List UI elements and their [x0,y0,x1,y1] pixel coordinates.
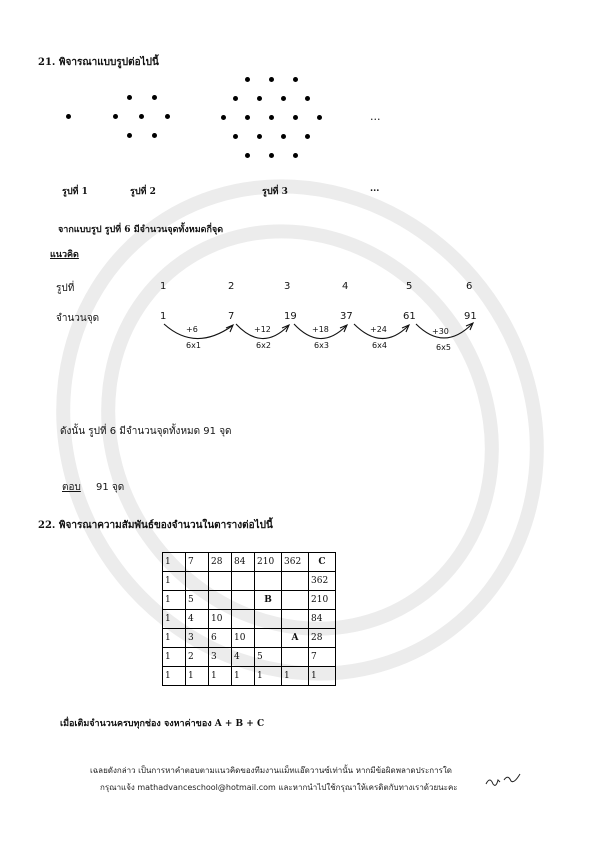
table-cell: 1 [163,553,186,572]
table-cell: A [282,629,309,648]
table-cell: 1 [255,667,282,686]
figure-number: 1 [160,281,167,292]
dot-count: 37 [340,311,353,322]
table-cell: 3 [209,648,232,667]
row-count-label: จำนวนจุด [56,313,100,324]
table-cell: 1 [163,648,186,667]
increment-arrows [150,318,490,358]
table-row [163,572,336,591]
table-cell: 6 [209,629,232,648]
footer-contact: กรุณาแจ้ง mathadvanceschool@hotmail.com และหากนำไปใช้กรุณาให้เครดิตกับทางเราด้วยนะคะ [100,783,458,792]
table-cell: C [309,553,336,572]
table-cell: 1 [163,610,186,629]
multiple-label: 6x4 [372,341,387,350]
table-cell [209,572,232,591]
figure-number: 4 [342,281,349,292]
table-cell: 1 [163,572,186,591]
figure-number: 2 [228,281,235,292]
table-cell: 28 [309,629,336,648]
table-cell: 1 [282,667,309,686]
table-cell: 10 [232,629,255,648]
table-cell: 4 [186,610,209,629]
table-cell [255,610,282,629]
figure-more-label: ... [370,184,380,194]
answer-label: ตอบ [62,482,81,493]
table-cell: 1 [163,591,186,610]
multiple-label: 6x2 [256,341,271,350]
increment-label: +24 [370,325,387,334]
multiple-label: 6x1 [186,341,201,350]
table-cell [282,572,309,591]
increment-label: +30 [432,327,449,336]
table-cell: 1 [209,667,232,686]
table-row [163,610,336,629]
table-cell: 84 [232,553,255,572]
q21-conclusion: ดังนั้น รูปที่ 6 มีจำนวนจุดทั้งหมด 91 จุด [60,426,232,437]
table-cell: 5 [186,591,209,610]
table-cell: 84 [309,610,336,629]
dot-count: 91 [464,311,477,322]
table-cell: 28 [209,553,232,572]
figure-ellipsis: ... [370,110,381,123]
signature [484,770,524,790]
figure-1-label: รูปที่ 1 [62,187,88,197]
table-cell [186,572,209,591]
table-cell: 1 [232,667,255,686]
table-cell [255,629,282,648]
table-row [163,648,336,667]
figure-number: 6 [466,281,473,292]
figure-number: 3 [284,281,291,292]
table-cell: 4 [232,648,255,667]
multiple-label: 6x5 [436,343,451,352]
increment-label: +6 [186,325,198,334]
table-cell [209,591,232,610]
dot-count: 1 [160,311,167,322]
table-cell: 1 [163,629,186,648]
table-cell: B [255,591,282,610]
footer-disclaimer: เฉลยดังกล่าว เป็นการหาคำตอบตามแนวคิดของทีมงานแม็ทแอ๊ดวานซ์เท่านั้น หากมีข้อผิดพลาดประการใด [90,766,452,775]
q22-title: 22. พิจารณาความสัมพันธ์ของจำนวนในตารางต่อไปนี้ [38,520,273,531]
table-cell [232,591,255,610]
table-cell [282,591,309,610]
table-cell: 362 [282,553,309,572]
table-cell [255,572,282,591]
table-cell: 2 [186,648,209,667]
figure-number: 5 [406,281,413,292]
table-cell: 7 [309,648,336,667]
table-row [163,629,336,648]
table-row [163,667,336,686]
table-cell [282,610,309,629]
table-cell: 5 [255,648,282,667]
number-table [162,552,336,686]
table-row [163,553,336,572]
table-cell: 210 [309,591,336,610]
q21-title: 21. พิจารณาแบบรูปต่อไปนี้ [38,57,159,68]
dot-count: 7 [228,311,235,322]
answer-value: 91 จุด [96,482,125,493]
q22-question: เมื่อเติมจำนวนครบทุกช่อง จงหาค่าของ A + B + C [60,719,265,729]
q21-question: จากแบบรูป รูปที่ 6 มีจำนวนจุดทั้งหมดกี่จุด [58,225,224,235]
increment-label: +12 [254,325,271,334]
table-cell: 210 [255,553,282,572]
figure-3-label: รูปที่ 3 [262,187,288,197]
method-heading: แนวคิด [50,250,79,260]
table-cell: 1 [163,667,186,686]
table-cell [232,572,255,591]
multiple-label: 6x3 [314,341,329,350]
table-cell: 3 [186,629,209,648]
dot-count: 19 [284,311,297,322]
row-figure-label: รูปที่ [56,283,75,294]
table-cell: 1 [186,667,209,686]
table-cell: 10 [209,610,232,629]
table-cell [282,648,309,667]
table-cell: 7 [186,553,209,572]
table-cell: 1 [309,667,336,686]
table-row [163,591,336,610]
figure-2-label: รูปที่ 2 [130,187,156,197]
table-cell: 362 [309,572,336,591]
increment-label: +18 [312,325,329,334]
dot-count: 61 [403,311,416,322]
table-cell [232,610,255,629]
